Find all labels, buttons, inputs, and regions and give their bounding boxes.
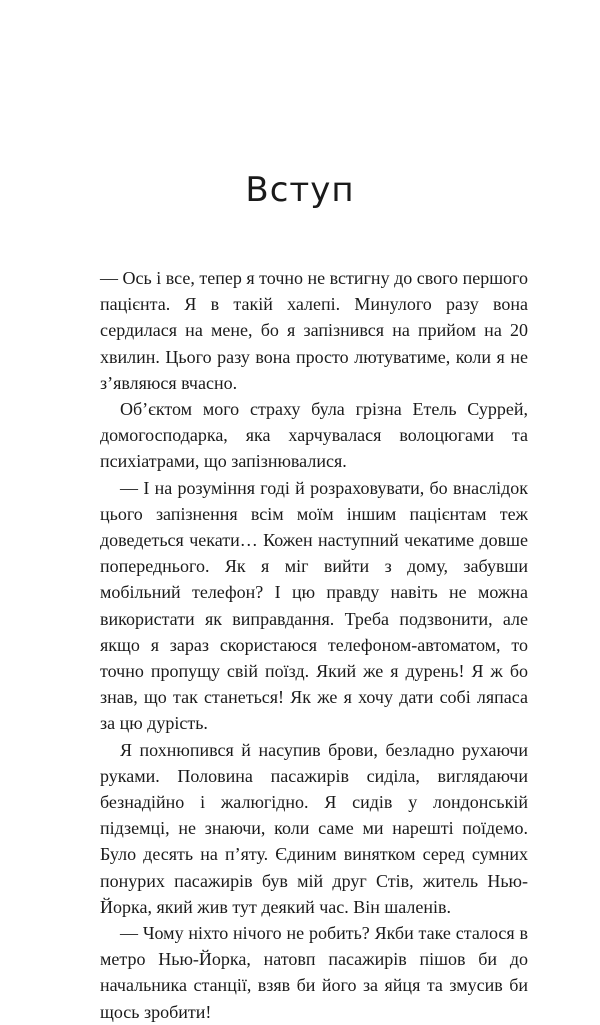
paragraph-5: — Чому ніхто нічого не робить? Якби таке сталося в метро Нью-Йорка, натовп пасажирів пішов би до начальника станції, взяв би його за яйця та змусив би щось зробити! [100,923,528,1022]
paragraph-4: Я похнюпився й насупив брови, безладно рухаючи руками. Половина пасажирів сиділа, виглядаючи безнадійно і жалюгідно. Я сидів у лондонській підземці, не знаючи, коли саме ми нарешті поїдемо. Було десять на п’яту. Єдиним винятком серед сумних понурих пасажирів був мій друг Стів, житель Нью-Йорка, який жив тут деякий час. Він шаленів. [100,739,528,917]
chapter-title: Вступ [245,170,355,210]
body-text [100,265,528,1025]
paragraph-3: — І на розуміння годі й розраховувати, бо внаслідок цього запізнення всім моїм іншим пацієнтам теж доведеться чекати… Кожен наступний чекатиме довше попереднього. Як я міг вийти з дому, забувши мобільний телефон? І цю правду навіть не можна використати як виправдання. Треба подзвонити, але якщо я зараз скористаюся телефоном-автоматом, то точно пропущу свій поїзд. Який же я дурень! Я ж бо знав, що так станеться! Як же я хочу дати собі ляпаса за цю дурість. [100,477,528,734]
paragraph-1: — Ось і все, тепер я точно не встигну до свого першого пацієнта. Я в такій халепі. Минулого разу вона сердилася на мене, бо я запізнився на прийом на 20 хвилин. Цього разу вона просто лютуватиме, коли я не з’являюся вчасно. [100,268,528,393]
paragraph-2: Об’єктом мого страху була грізна Етель Суррей, домогосподарка, яка харчувалася волоцюгами та психіатрами, що запізнювалися. [100,399,528,472]
